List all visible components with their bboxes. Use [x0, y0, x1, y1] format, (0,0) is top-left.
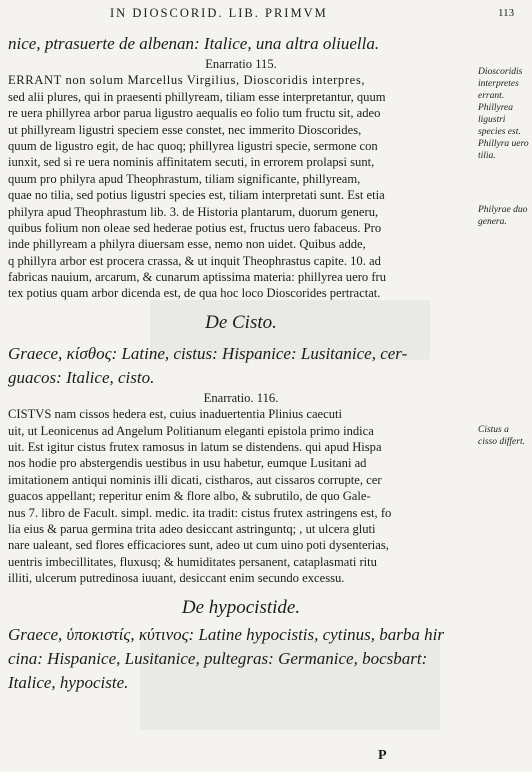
text-line: uit, ut Leonicenus ad Angelum Politianum eleganti epistola primo indica [8, 423, 374, 438]
text-line: ERRANT non solum Marcellus Virgilius, Dioscoridis interpres, [8, 73, 366, 88]
text-line: uit. Est igitur cistus frutex ramosus in latum se distendens. qui apud Hispa [8, 440, 382, 455]
signature-mark: P [378, 748, 387, 763]
text-line: inde phillyream a philyra diuersam esse, nemo non uidet. Quibus adde, [8, 237, 366, 252]
margin-note-text: Philyrae duo genera. [478, 205, 528, 227]
text-line: philyra apud Theophrastum lib. 3. de Historia plantarum, duorum generu, [8, 204, 379, 219]
text-line: fabricas nauium, arcarum, & cunarum aptissima materia: phillyrea uero fru [8, 270, 387, 285]
text-line: nos hodie pro abstergendis uestibus in usu habetur, eumque Lusitani ad [8, 456, 367, 471]
text-line: sed alii plures, qui in praesenti phillyream, tiliam esse interpretantur, quum [8, 89, 386, 104]
text-line: uentris imbecillitates, fluxusq; & humiditates persanent, cataplasmati ritu [8, 554, 377, 569]
section-heading-cisto: De Cisto. [205, 311, 277, 333]
text-line: illiti, ulcerum putredinosa iuuant, desiccant enim secundo excessu. [8, 571, 345, 586]
margin-note [478, 204, 530, 234]
main-text [8, 32, 474, 695]
enarratio-heading: Enarratio 115. [205, 57, 277, 71]
text-line: quum pro philyra apud Theophrastum, tiliam significante, phillyream, [8, 171, 361, 186]
page-number: 113 [498, 7, 515, 19]
text-line: quae no tilia, sed potius ligustri species est, tiliam interpretati sunt. Est etia [8, 188, 385, 203]
text-line: q phillyra arbor est procera crassa, & ut inquit Theophrastus capite. 10. ad [8, 253, 381, 268]
margin-note-text: Dioscoridis interpretes errant. Phillyrea ligustri species est. Phillyra uero tilia. [478, 67, 529, 161]
names-line: Italice, hypociste. [8, 672, 129, 692]
names-line: Graece, ὑποκιστίς, κύτινος: Latine hypocistis, cytinus, barba hir [8, 624, 444, 644]
names-line: guacos: Italice, cisto. [8, 367, 155, 387]
text-line: CISTVS nam cissos hedera est, cuius inaduertentia Plinius caecuti [8, 407, 343, 422]
text-line: ut phillyream ligustri speciem esse constet, nec immerito Dioscorides, [8, 122, 362, 137]
text-line: tex potius quam arbor dicenda est, de qua hoc loco Dioscorides pertractat. [8, 286, 381, 301]
text-line: lia eius & parua germina trita adeo desiccant astringuntq; , ut ulcera gluti [8, 521, 376, 536]
margin-note-text: Cistus a cisso differt. [478, 425, 525, 447]
text-line: quum de ligustro egit, de hac quoq; phillyrea ligustri specie, sermone con [8, 138, 378, 153]
text-line: nare ualeant, sed flores efficaciores sunt, adeo ut cum uino poti dysenterias, [8, 538, 389, 553]
text-line: nice, ptrasuerte de albenan: Italice, una altra oliuella. [8, 34, 380, 53]
text-line: nus 7. libro de Facult. simpl. medic. ita tradit: cistus frutex astringens est, fo [8, 505, 392, 520]
names-line: cina: Hispanice, Lusitanice, pultegras: Germanice, bocsbart: [8, 648, 428, 668]
text-line: quibus folium non oleae sed hederae potius est, fructus uero fabaceus. Pro [8, 220, 382, 235]
margin-note [478, 424, 530, 454]
margin-note [478, 66, 530, 168]
enarratio-heading: Enarratio. 116. [203, 390, 279, 405]
running-head: IN DIOSCORID. LIB. PRIMVM [110, 6, 328, 20]
text-line: imitationem antiqui nominis illi dicati, cistharos, aut cissaros corrupte, cer [8, 472, 382, 487]
section-heading-hypocistis: De hypocistide. [181, 596, 301, 618]
text-line: re uera phillyrea arbor parua ligustro aequalis eo folio tum fructu sit, adeo [8, 106, 381, 121]
text-line: iunxit, sed si re uera nominis affinitatem secuti, in errorem prolapsi sunt, [8, 155, 375, 170]
text-line: guacos appellant; reperitur enim & flore albo, & subrutilo, de quo Gale- [8, 489, 371, 504]
names-line: Graece, κίσθος: Latine, cistus: Hispanice: Lusitanice, cer- [8, 343, 408, 363]
